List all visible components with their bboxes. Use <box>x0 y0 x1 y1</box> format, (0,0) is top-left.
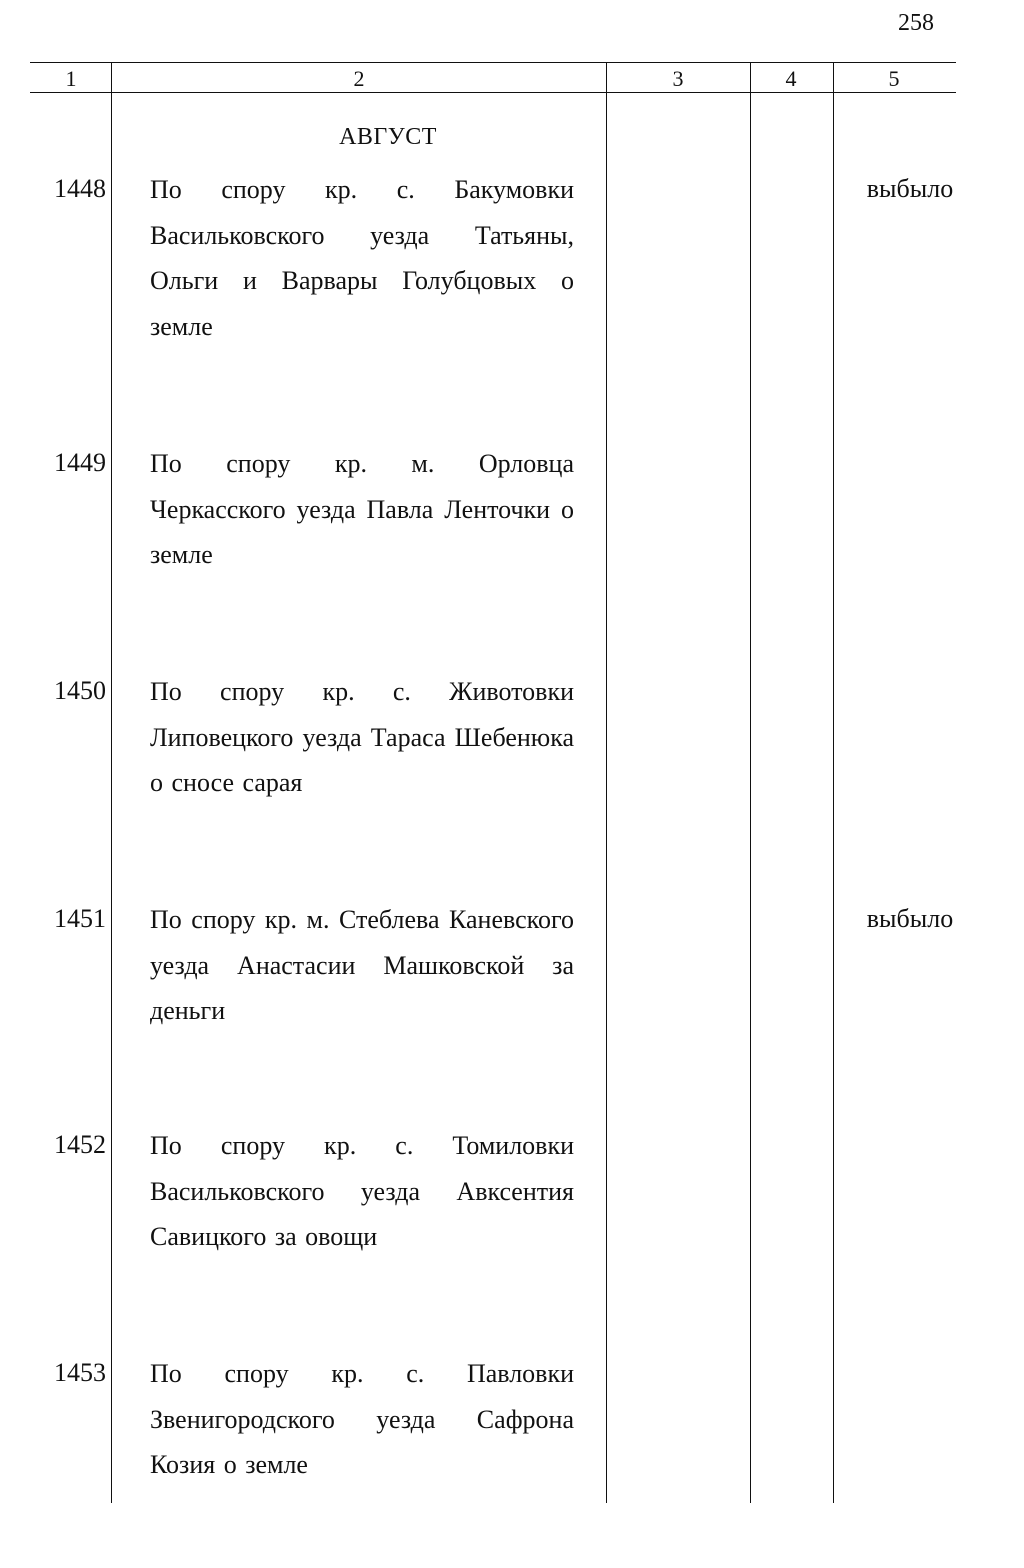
entry-number: 1453 <box>54 1358 106 1387</box>
entry-description: По спору кр. с. Павловки Звенигородского уезда Сафрона Козия о земле <box>150 1359 574 1479</box>
entry-number: 1450 <box>54 676 106 705</box>
entry-description: По спору кр. м. Орловца Черкасского уезда Павла Ленточки о земле <box>150 449 574 569</box>
month-heading: АВГУСТ <box>339 124 437 150</box>
column-header-3: 3 <box>672 66 684 91</box>
entry-number: 1452 <box>54 1130 106 1159</box>
entry-description: По спору кр. с. Бакумовки Васильковского уезда Татьяны, Ольги и Варвары Голубцовых о земле <box>150 175 574 341</box>
column-header-4: 4 <box>785 66 797 91</box>
entry-number: 1449 <box>54 448 106 477</box>
entry-number: 1451 <box>54 904 106 933</box>
header-top-rule <box>30 62 956 63</box>
page-number: 258 <box>898 10 934 36</box>
entry-description: По спору кр. с. Томиловки Васильковского уезда Авксентия Савицкого за овощи <box>150 1131 574 1251</box>
entry-status: выбыло <box>866 174 954 203</box>
entry-number: 1448 <box>54 174 106 203</box>
column-header-1: 1 <box>65 66 77 91</box>
column-header-2: 2 <box>353 66 365 91</box>
entry-description: По спору кр. с. Животовки Липовецкого уезда Тараса Шебенюка о сносе сарая <box>150 677 574 797</box>
column-divider-4 <box>833 63 834 1503</box>
column-header-5: 5 <box>888 66 900 91</box>
column-divider-1 <box>111 63 112 1503</box>
entry-status: выбыло <box>866 904 954 933</box>
column-divider-3 <box>750 63 751 1503</box>
entry-description: По спору кр. м. Стеблева Каневского уезда Анастасии Машковской за деньги <box>150 905 574 1025</box>
header-bottom-rule <box>30 92 956 93</box>
column-divider-2 <box>606 63 607 1503</box>
